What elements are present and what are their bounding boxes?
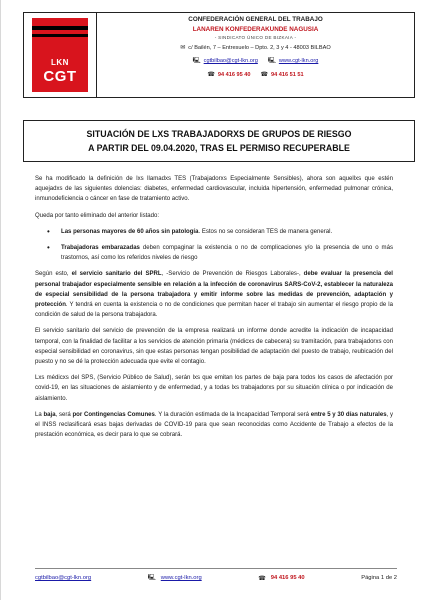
title-line-2: A PARTIR DEL 09.04.2020, TRAS EL PERMISO RECUPERABLE [88, 143, 350, 153]
cgt-logo [32, 18, 88, 92]
paragraph-sps: Lxs médicxs del SPS, (Servicio Público de Salud), serán lxs que emitan los partes de baja para todos los casos de afectación por covid-19, en las situaciones de aislamiento y de enfermedad, y a todas lxs trabajadorxs por su situación clínica o por indicación de aislamiento. [35, 375, 393, 402]
bullet-bold-text: Trabajadoras embarazadas [61, 245, 140, 252]
footer-email-link[interactable]: cgtbilbao@cgt-lkn.org [35, 575, 92, 581]
logo-stripe [32, 26, 88, 30]
mail-icon: ✉ [180, 45, 186, 51]
bold-run: baja [43, 411, 56, 418]
bullet-bold-text: Las personas mayores de 60 años sin patología [61, 228, 199, 235]
text-run: La [35, 411, 44, 418]
paragraph-sick-leave [35, 410, 393, 441]
logo-lkn-text: LKN [51, 58, 69, 67]
union-line: - SINDICATO ÚNICO DE BIZKAIA - [214, 35, 297, 40]
text-run: . Y tendrá en cuenta la existencia o no de condiciones que permitan hacer el trabajo sin aumentar el riesgo propio de la condición de salud de la persona trabajadora. [35, 302, 393, 319]
footer-phone: 94 416 95 40 [270, 575, 305, 581]
document-body [35, 174, 393, 446]
header-phone: 94 416 95 40 [217, 72, 251, 78]
org-name-basque: LANAREN KONFEDERAKUNDE NAGUSIA [192, 26, 319, 33]
header-fax: 94 416 51 51 [270, 72, 304, 78]
text-run: , -Servicio de Prevención de Riesgos Laborales-, [161, 271, 304, 278]
page-footer [35, 568, 397, 583]
bullet-icon: • [47, 226, 50, 236]
logo-cgt-text: CGT [43, 68, 77, 85]
letterhead [23, 12, 415, 98]
fax-icon: ☎ [260, 72, 268, 78]
bullet-text: deben compaginar la existencia o no de complicaciones y/o la presencia de uno o más trastornos, así como los referidos niveles de riesgo [61, 245, 393, 262]
computer-icon: 🖳 [192, 58, 201, 64]
address-text: c/ Bailén, 7 – Entresuelo – Dpto. 2, 3 y 4 - 48003 BILBAO [188, 45, 331, 51]
header-website-link[interactable]: www.cgt-lkn.org [278, 58, 319, 64]
bullet-text: . Estos no se consideran TES de manera general. [198, 228, 333, 235]
phone-line [97, 71, 414, 78]
bold-run: entre 5 y 30 días naturales [310, 411, 387, 418]
paragraph-tes-definition: Se ha modificado la definición de lxs llamadxs TES (Trabajadorxs Especialmente Sensibles), ahora son aquellxs que estén aquejadxs de las siguientes dolencias: diabetes, enfermedad cardiovascular, incluida hipertensión, enfermedad pulmonar crónica, inmunodeficiencia o cáncer en fase de tratamiento activo. [35, 176, 393, 203]
header-email-link[interactable]: cgtbilbao@cgt-lkn.org [203, 58, 258, 64]
paragraph-removed-intro: Queda por tanto eliminado del anterior listado: [35, 212, 160, 219]
page-number: Página 1 de 2 [361, 575, 397, 581]
letterhead-info [97, 13, 414, 97]
paragraph-prevention-service: El servicio sanitario del servicio de prevención de la empresa realizará un informe donde acredite la indicación de incapacidad temporal, con la finalidad de facilitar a los servicios de atención primaria (médicxs de cabecera) su tramitación, para trabajadorxs con especial sensibilidad en coronavirus, sin que estas personas tengan posibilidad de adaptación del puesto de trabajo, reubicación del puesto y no se dé la protección adecuada que evite el contagio. [35, 328, 393, 366]
address-line [97, 44, 414, 51]
footer-website-link[interactable]: www.cgt-lkn.org [160, 575, 202, 581]
bold-run: el servicio sanitario del SPRL [71, 271, 162, 278]
text-run: , será [55, 411, 73, 418]
text-run: Según esto, [35, 271, 72, 278]
computer-icon: 🖳 [267, 58, 276, 64]
contact-line [97, 56, 414, 66]
bullet-icon: • [47, 243, 50, 253]
phone-icon: ☎ [207, 72, 215, 78]
paragraph-sprl [35, 269, 393, 320]
logo-cell [24, 13, 97, 97]
text-run: , y el INSS reclasificará esas bajas derivadas de COVID-19 para que sean reconocidas como Accidente de Trabajo a efectos de la prestación económica, es decir para lo que se cobrará. [35, 411, 394, 439]
bullet-item [35, 227, 393, 237]
phone-icon: ☎ [258, 575, 266, 582]
text-run: . Y la duración estimada de la Incapacidad Temporal será [154, 411, 311, 418]
bold-run: por Contingencias Comunes [72, 411, 155, 418]
computer-icon: 🖳 [147, 575, 156, 581]
document-title-box [23, 120, 415, 162]
logo-stripe [32, 34, 88, 37]
org-name: CONFEDERACIÓN GENERAL DEL TRABAJO [188, 16, 323, 23]
title-line-1: SITUACIÓN DE LXS TRABAJADORXS DE GRUPOS DE RIESGO [86, 129, 352, 139]
bullet-item [35, 243, 393, 263]
bold-run: debe evaluar la presencia del personal trabajador especialmente sensible en relación a la infección de coronavirus SARS-CoV-2, establecer la naturaleza de especial sensibilidad de la persona trabajadora y emitir informe sobre las medidas de prevención, adaptación y protección [35, 271, 393, 309]
